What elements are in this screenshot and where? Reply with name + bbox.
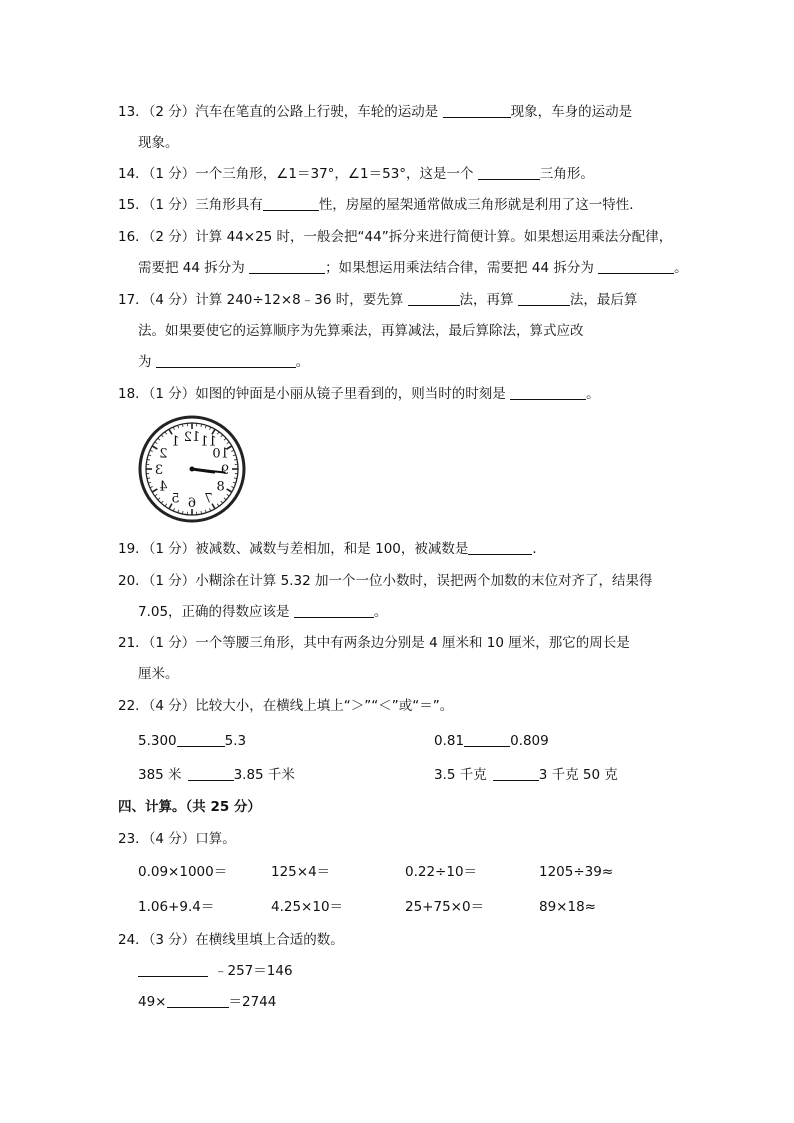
compare-item-1 [138, 731, 246, 751]
question-19 [118, 539, 546, 559]
compare-left: 0.81 [434, 733, 465, 749]
compare-answer-blank[interactable] [177, 732, 225, 747]
q15-text: 15．（1 分）三角形具有 [118, 197, 263, 213]
question-13-line-1 [118, 102, 632, 122]
q13-text: 现象，车身的运动是 [510, 104, 633, 120]
clock-number: 7 [204, 491, 213, 507]
question-13-line-2 [138, 133, 179, 153]
fill-text: ﹣257＝146 [214, 963, 293, 979]
calc-item [405, 862, 477, 882]
q17-text: 法，再算 [459, 292, 518, 308]
calc-item [138, 862, 227, 882]
clock-number: 3 [154, 463, 164, 478]
q20-text: 7.05，正确的得数应该是 [138, 604, 294, 620]
q18-text: 。 [586, 386, 600, 402]
question-17-line-1 [118, 290, 637, 310]
compare-right: 5.3 [224, 733, 247, 749]
q18-answer-blank[interactable] [510, 385, 586, 400]
clock-number: 9 [220, 463, 230, 478]
q21-text: 厘米。 [138, 666, 179, 682]
question-23 [118, 829, 236, 849]
clock-number: 6 [187, 496, 197, 511]
q14-answer-blank[interactable] [478, 165, 540, 180]
question-20-line-2 [138, 602, 387, 622]
clock-number: 12 [183, 430, 201, 445]
question-15 [118, 195, 643, 215]
compare-item-3 [138, 765, 295, 785]
compare-item-4 [434, 765, 618, 785]
calc-item [539, 862, 613, 882]
q16-answer-blank-1[interactable] [249, 259, 325, 274]
calc-text: 1.06+9.4＝ [138, 899, 215, 915]
q16-answer-blank-2[interactable] [598, 259, 674, 274]
clock-number: 11 [200, 434, 217, 450]
compare-answer-blank[interactable] [464, 732, 510, 747]
mirrored-clock-face [136, 413, 248, 525]
q16-text: ；如果想运用乘法结合律，需要把 44 拆分为 [325, 260, 599, 276]
question-20-line-1 [118, 571, 652, 591]
q20-answer-blank[interactable] [294, 603, 374, 618]
q15-answer-blank[interactable] [263, 196, 319, 211]
compare-answer-blank[interactable] [188, 766, 234, 781]
q19-text: ． [532, 541, 546, 557]
calc-item [138, 897, 214, 917]
fill-answer-blank[interactable] [167, 993, 229, 1008]
fill-text: ＝2744 [228, 994, 277, 1010]
compare-left: 3.5 千克 [434, 767, 487, 783]
clock-number: 10 [212, 446, 229, 462]
question-16-line-1 [118, 227, 672, 247]
calc-text: 89×18≈ [539, 899, 596, 915]
calc-text: 4.25×10＝ [271, 899, 344, 915]
compare-right: 3 千克 50 克 [538, 767, 618, 783]
q24-text: 24．（3 分）在横线里填上合适的数。 [118, 932, 344, 948]
q17-answer-blank-1[interactable] [408, 291, 460, 306]
q22-text: 22．（4 分）比较大小，在横线上填上“＞”“＜”或“＝”。 [118, 698, 454, 714]
q14-text: 14．（1 分）一个三角形，∠1＝37°，∠1＝53°，这是一个 [118, 166, 478, 182]
compare-right: 0.809 [510, 733, 549, 749]
question-21-line-1 [118, 633, 630, 653]
q17-answer-blank-3[interactable] [156, 353, 296, 368]
fill-text: 49× [138, 994, 167, 1010]
calc-text: 125×4＝ [271, 864, 331, 880]
question-16-line-2 [138, 258, 688, 278]
q17-text: 17．（4 分）计算 240÷12×8﹣36 时，要先算 [118, 292, 408, 308]
question-24 [118, 930, 344, 950]
clock-number: 4 [159, 479, 168, 495]
q13-text: 13．（2 分）汽车在笔直的公路上行驶，车轮的运动是 [118, 104, 443, 120]
q17-answer-blank-2[interactable] [518, 291, 570, 306]
q16-text: 16．（2 分）计算 44×25 时，一般会把“44”拆分来进行简便计算。如果想运用乘法分配律， [118, 229, 673, 245]
clock-number: 2 [159, 446, 168, 462]
q21-text: 21．（1 分）一个等腰三角形，其中有两条边分别是 4 厘米和 10 厘米，那它的周长是 [118, 635, 630, 651]
question-17-line-2 [138, 321, 584, 341]
question-18 [118, 384, 600, 404]
q18-text: 18．（1 分）如图的钟面是小丽从镜子里看到的，则当时的时刻是 [118, 386, 511, 402]
clock-number: 5 [171, 491, 180, 507]
calc-text: 25+75×0＝ [405, 899, 485, 915]
compare-left: 5.300 [138, 733, 177, 749]
calc-item [271, 862, 330, 882]
section-title: 四、计算。（共 25 分） [118, 799, 261, 815]
compare-answer-blank[interactable] [493, 766, 539, 781]
q13-text: 现象。 [138, 135, 179, 151]
calc-text: 0.09×1000＝ [138, 864, 228, 880]
q17-text: 法。如果要使它的运算顺序为先算乘法，再算减法，最后算除法，算式应改 [138, 323, 584, 339]
q17-text: 为 [138, 354, 156, 370]
q19-text: 19．（1 分）被减数、减数与差相加，和是 100，被减数是 [118, 541, 469, 557]
compare-item-2 [434, 731, 549, 751]
q23-text: 23．（4 分）口算。 [118, 831, 236, 847]
question-21-line-2 [138, 664, 179, 684]
clock-center-pin [190, 467, 195, 472]
question-17-line-3 [138, 352, 309, 372]
q17-text: 法，最后算 [569, 292, 638, 308]
q13-answer-blank-1[interactable] [443, 103, 511, 118]
q16-text: 需要把 44 拆分为 [138, 260, 250, 276]
q20-text: 。 [373, 604, 388, 620]
calc-item [405, 897, 484, 917]
calc-text: 1205÷39≈ [539, 864, 614, 880]
fill-item-2 [138, 992, 276, 1012]
q20-text: 20．（1 分）小糊涂在计算 5.32 加一个一位小数时，误把两个加数的末位对齐了，结果得 [118, 573, 653, 589]
fill-item-1 [138, 961, 293, 981]
question-22 [118, 696, 453, 716]
compare-left: 385 米 [138, 767, 182, 783]
q19-answer-blank[interactable] [468, 540, 532, 555]
clock-number: 1 [171, 434, 180, 450]
clock-number: 8 [216, 479, 225, 495]
section-heading [118, 797, 261, 817]
calc-item [271, 897, 343, 917]
q17-text: 。 [295, 354, 310, 370]
fill-answer-blank[interactable] [138, 962, 208, 977]
q16-text: 。 [674, 260, 688, 276]
q14-text: 三角形。 [539, 166, 594, 182]
calc-item [539, 897, 596, 917]
question-14 [118, 164, 594, 184]
q15-text: 性，房屋的屋架通常做成三角形就是利用了这一特性． [318, 197, 643, 213]
calc-text: 0.22÷10＝ [405, 864, 478, 880]
compare-right: 3.85 千米 [233, 767, 295, 783]
